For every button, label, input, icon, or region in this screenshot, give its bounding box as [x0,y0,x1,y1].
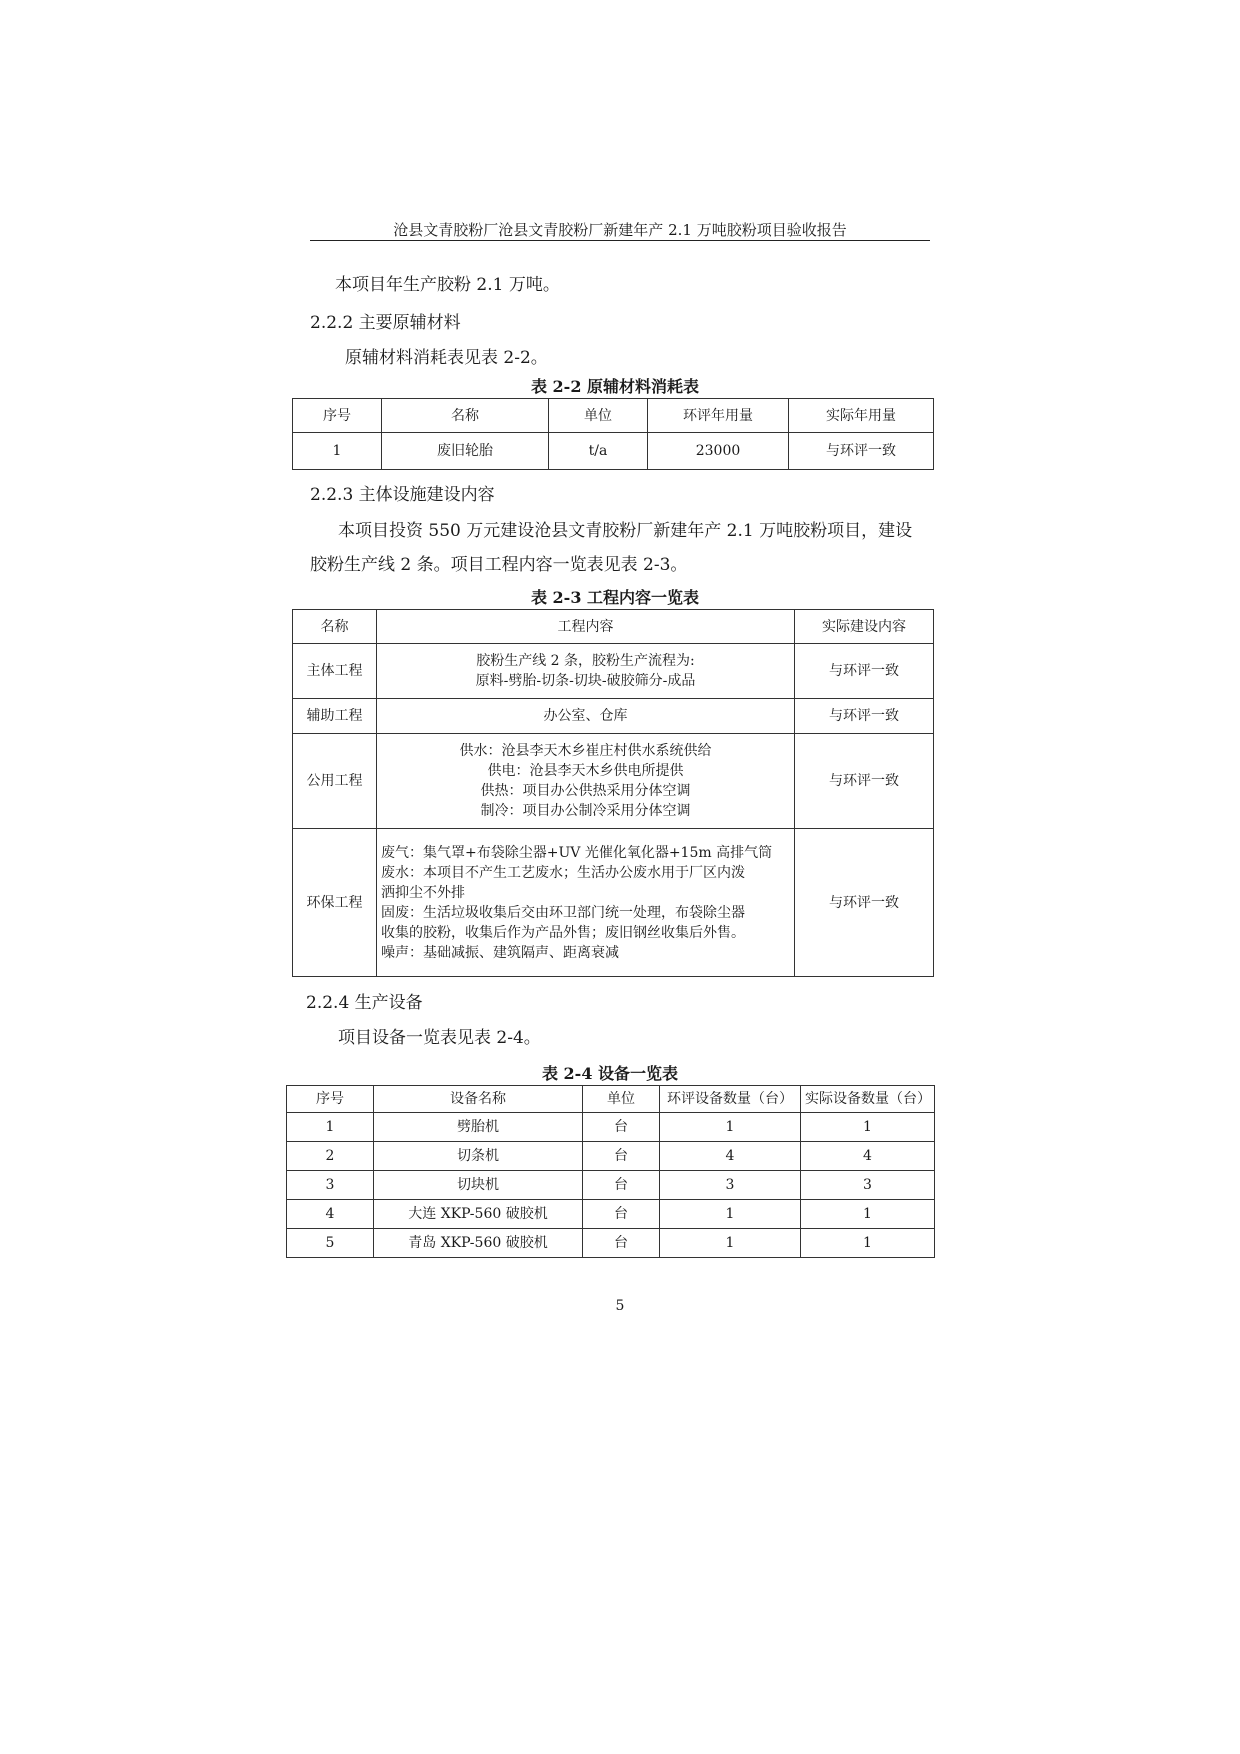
table-cell: 1 [293,433,382,470]
section-2-2-4-text: 项目设备一览表见表 2-4。 [338,1028,541,1048]
content-line: 供热：项目办公供热采用分体空调 [480,783,691,799]
table-2-3 [292,609,934,977]
column-header: 单位 [549,399,648,433]
table-row [287,1142,935,1171]
row-name-cell: 环保工程 [293,829,377,977]
content-line: 供水：沧县李天木乡崔庄村供水系统供给 [459,743,712,759]
header-rule [310,240,930,241]
table-row [287,1171,935,1200]
content-line: 噪声：基础减振、建筑隔声、距离衰减 [381,944,619,961]
table-cell: 4 [660,1142,801,1171]
table-cell: 台 [583,1229,660,1258]
content-line: 收集的胶粉，收集后作为产品外售；废旧钢丝收集后外售。 [381,924,745,941]
table-cell: t/a [549,433,648,470]
section-2-2-2-text: 原辅材料消耗表见表 2-2。 [345,348,548,368]
content-line: 废水：本项目不产生工艺废水；生活办公废水用于厂区内泼 [381,864,745,881]
table-row [287,1200,935,1229]
content-cell [377,734,795,829]
table-2-4-caption: 表 2-4 设备一览表 [541,1064,679,1083]
column-header: 实际建设内容 [795,610,934,644]
table-row [293,699,934,734]
content-line: 废气：集气罩+布袋除尘器+UV 光催化氧化器+15m 高排气筒 [381,844,773,861]
content-line: 原料-劈胎-切条-切块-破胶筛分-成品 [475,673,696,689]
table-cell: 1 [660,1200,801,1229]
table-cell: 劈胎机 [374,1113,583,1142]
table-cell: 台 [583,1113,660,1142]
content-line: 固废：生活垃圾收集后交由环卫部门统一处理，布袋除尘器 [381,904,745,921]
table-cell: 与环评一致 [789,433,934,470]
column-header: 序号 [287,1086,374,1113]
table-cell: 23000 [648,433,789,470]
table-cell: 切块机 [374,1171,583,1200]
running-header: 沧县文青胶粉厂沧县文青胶粉厂新建年产 2.1 万吨胶粉项目验收报告 [393,221,847,239]
table-header-row [287,1086,935,1113]
actual-cell: 与环评一致 [795,699,934,734]
page-number: 5 [615,1298,625,1314]
table-2-2-caption: 表 2-2 原辅材料消耗表 [530,377,700,396]
table-row [287,1113,935,1142]
row-name-cell: 公用工程 [293,734,377,829]
table-2-3-caption: 表 2-3 工程内容一览表 [530,588,700,607]
table-cell: 1 [801,1229,935,1258]
content-line: 制冷：项目办公制冷采用分体空调 [480,803,691,819]
content-line: 供电：沧县李天木乡供电所提供 [487,763,684,779]
content-line: 洒抑尘不外排 [381,884,465,901]
table-header-row [293,399,934,433]
table-cell: 大连 XKP-560 破胶机 [374,1200,583,1229]
content-line: 胶粉生产线 2 条，胶粉生产流程为: [476,653,695,669]
column-header: 设备名称 [374,1086,583,1113]
table-header-row [293,610,934,644]
actual-cell: 与环评一致 [795,734,934,829]
section-heading-2-2-2: 2.2.2 主要原辅材料 [310,313,461,333]
row-name-cell: 主体工程 [293,644,377,699]
table-cell: 3 [287,1171,374,1200]
section-2-2-3-text-line-2: 胶粉生产线 2 条。项目工程内容一览表见表 2-3。 [310,555,688,575]
table-cell: 1 [660,1229,801,1258]
table-cell: 切条机 [374,1142,583,1171]
table-cell: 4 [287,1200,374,1229]
content-cell [377,699,795,734]
table-row [293,433,934,470]
table-cell: 3 [660,1171,801,1200]
column-header: 实际年用量 [789,399,934,433]
section-heading-2-2-3: 2.2.3 主体设施建设内容 [310,485,495,505]
table-row [293,644,934,699]
table-2-4 [286,1085,935,1258]
table-cell: 台 [583,1142,660,1171]
table-cell: 1 [660,1113,801,1142]
content-cell [377,829,795,977]
intro-paragraph: 本项目年生产胶粉 2.1 万吨。 [335,275,560,295]
table-cell: 1 [287,1113,374,1142]
table-row [293,734,934,829]
table-cell: 台 [583,1171,660,1200]
table-cell: 2 [287,1142,374,1171]
table-row [293,829,934,977]
table-cell: 1 [801,1200,935,1229]
column-header: 实际设备数量（台） [801,1086,935,1113]
table-cell: 5 [287,1229,374,1258]
table-cell: 废旧轮胎 [382,433,549,470]
column-header: 序号 [293,399,382,433]
table-cell: 3 [801,1171,935,1200]
actual-cell: 与环评一致 [795,644,934,699]
row-name-cell: 辅助工程 [293,699,377,734]
table-cell: 4 [801,1142,935,1171]
column-header: 名称 [293,610,377,644]
table-cell: 台 [583,1200,660,1229]
section-2-2-3-text-line-1: 本项目投资 550 万元建设沧县文青胶粉厂新建年产 2.1 万吨胶粉项目，建设 [338,521,913,541]
column-header: 单位 [583,1086,660,1113]
actual-cell: 与环评一致 [795,829,934,977]
table-cell: 青岛 XKP-560 破胶机 [374,1229,583,1258]
column-header: 环评年用量 [648,399,789,433]
section-heading-2-2-4: 2.2.4 生产设备 [306,993,423,1013]
content-cell [377,644,795,699]
table-cell: 1 [801,1113,935,1142]
table-2-2 [292,398,934,470]
content-line: 办公室、仓库 [543,708,628,724]
table-row [287,1229,935,1258]
column-header: 工程内容 [377,610,795,644]
column-header: 名称 [382,399,549,433]
column-header: 环评设备数量（台） [660,1086,801,1113]
